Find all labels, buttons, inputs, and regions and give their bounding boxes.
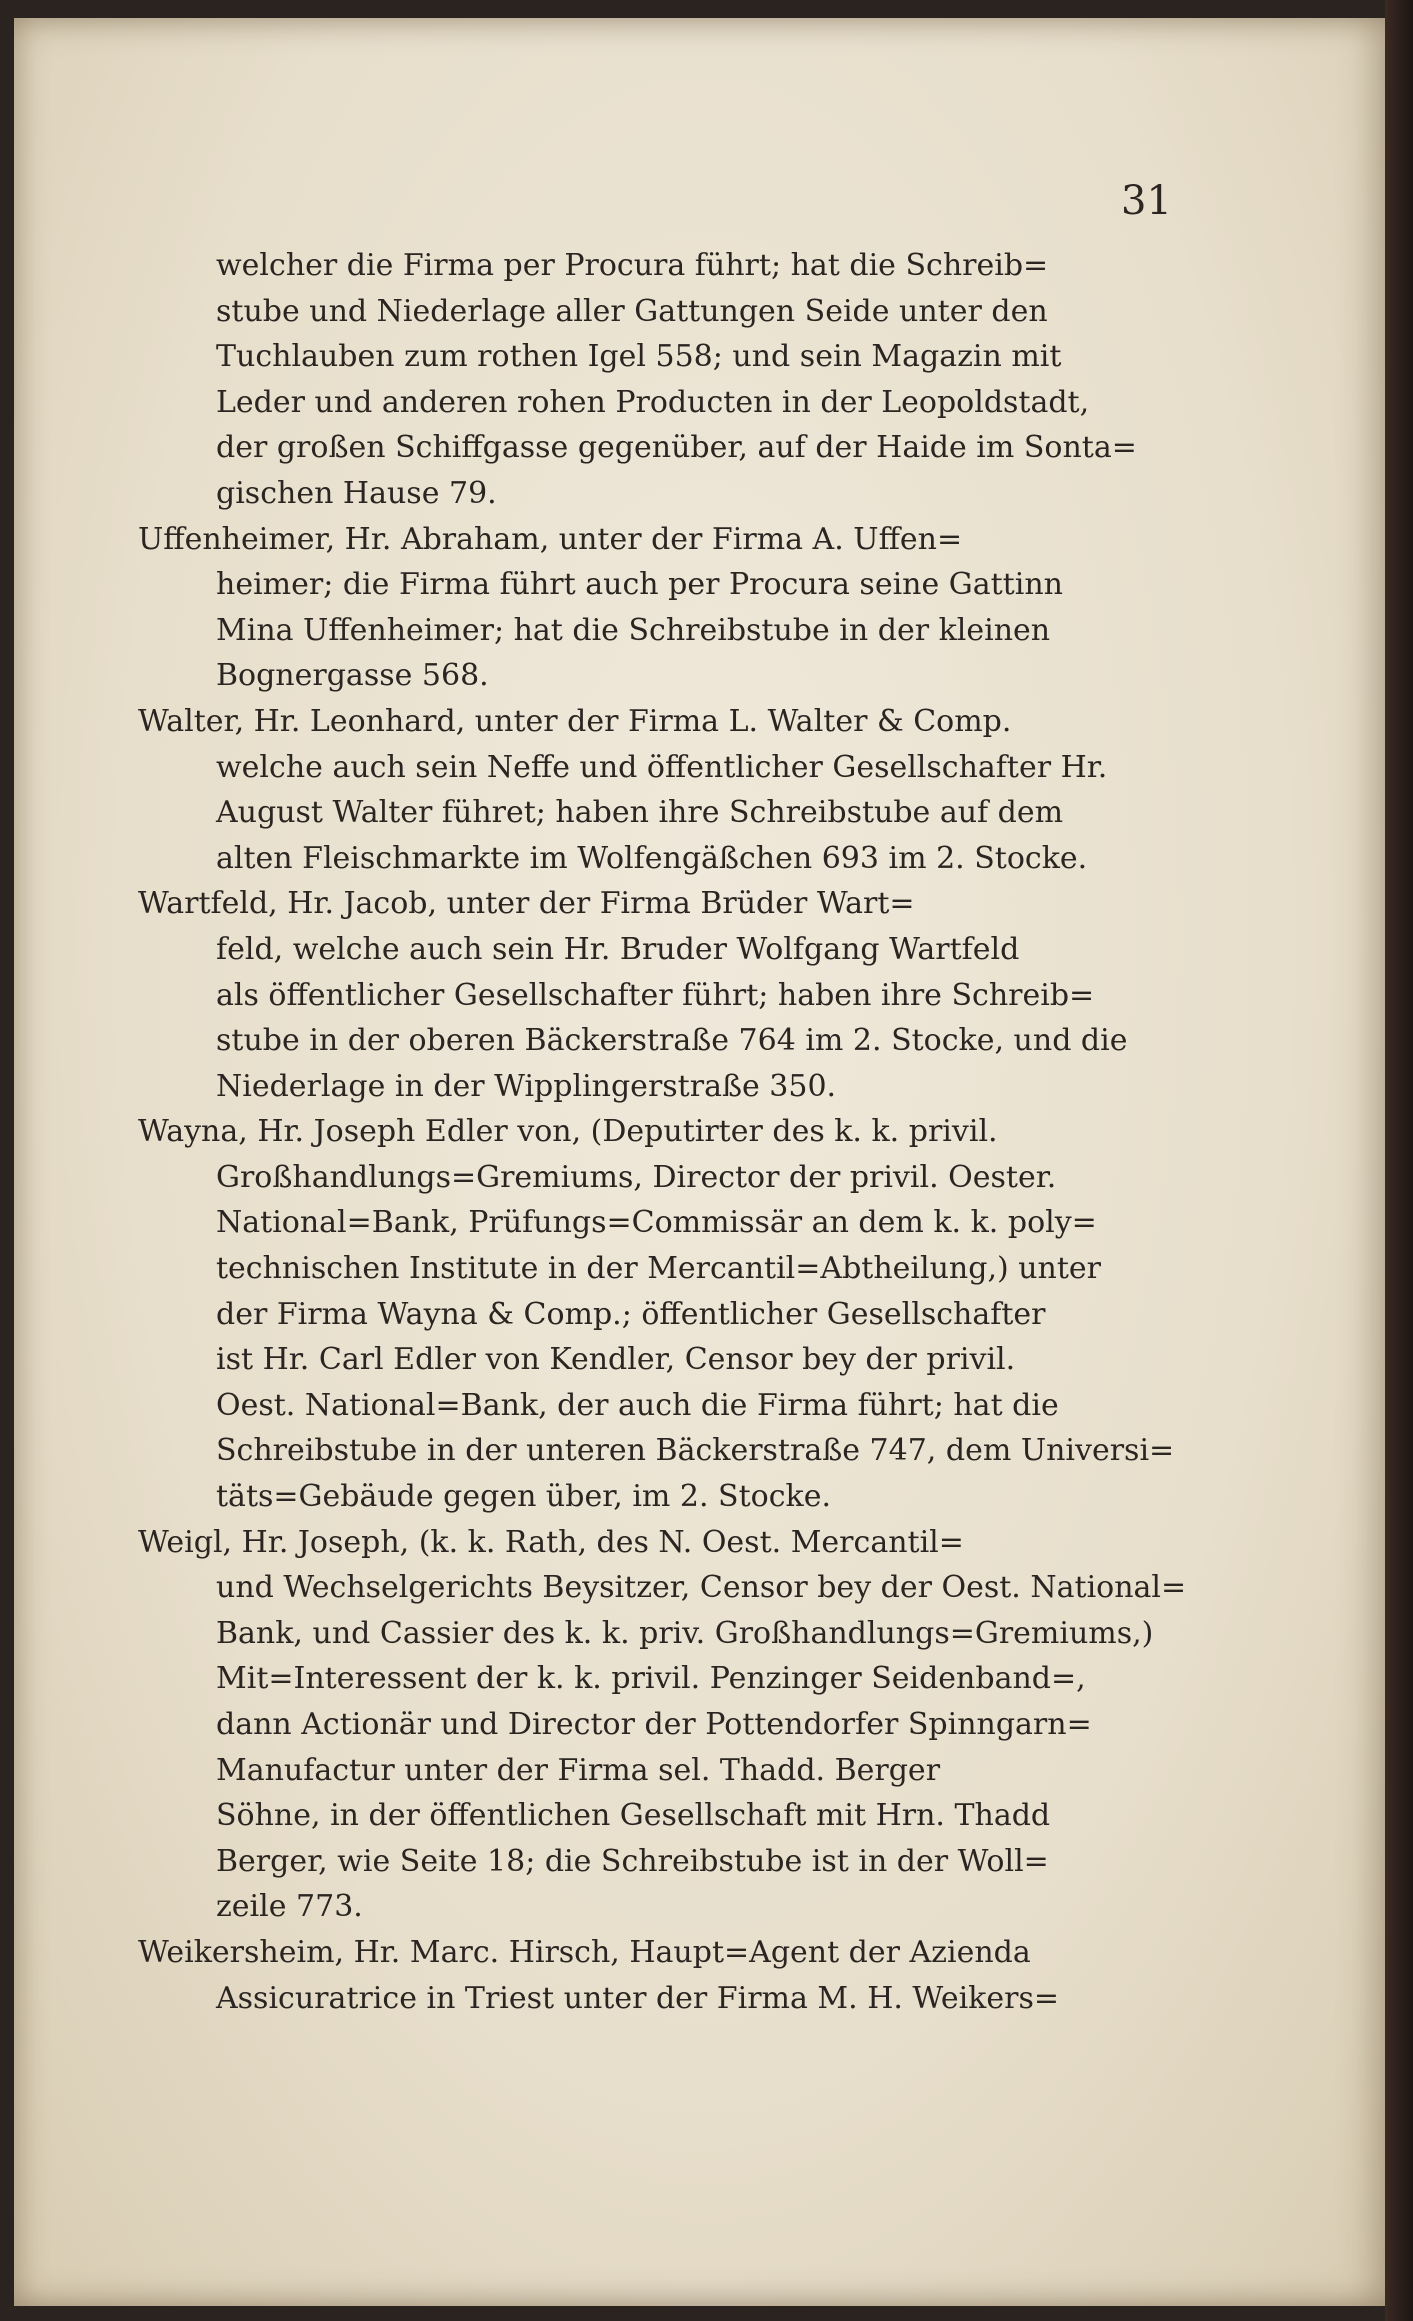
text-line: Manufactur unter der Firma sel. Thadd. Berger <box>216 1752 941 1788</box>
book-edge <box>1385 0 1413 2321</box>
text-line: Großhandlungs=Gremiums, Director der privil. Oester. <box>216 1159 1057 1195</box>
entry-heading-line: Weikersheim, Hr. Marc. Hirsch, Haupt=Agent der Azienda <box>138 1934 1031 1970</box>
text-line: Assicuratrice in Triest unter der Firma M. H. Weikers= <box>216 1980 1059 2016</box>
entry-uffenheimer <box>138 517 1178 699</box>
text-line: zeile 773. <box>216 1889 363 1925</box>
text-line: Bognergasse 568. <box>216 658 489 694</box>
text-line: heimer; die Firma führt auch per Procura seine Gattinn <box>216 567 1063 603</box>
text-line: Berger, wie Seite 18; die Schreibstube ist in der Woll= <box>216 1843 1049 1879</box>
text-line: stube und Niederlage aller Gattungen Seide unter den <box>216 293 1048 329</box>
text-line: Oest. National=Bank, der auch die Firma führt; hat die <box>216 1387 1059 1423</box>
text-line: Schreibstube in der unteren Bäckerstraße 747, dem Universi= <box>216 1433 1175 1469</box>
text-line: August Walter führet; haben ihre Schreibstube auf dem <box>216 795 1064 831</box>
entry-heading-line: Weigl, Hr. Joseph, (k. k. Rath, des N. Oest. Mercantil= <box>138 1524 964 1560</box>
text-line: feld, welche auch sein Hr. Bruder Wolfgang Wartfeld <box>216 931 1020 967</box>
entry-heading-line: Wayna, Hr. Joseph Edler von, (Deputirter des k. k. privil. <box>138 1114 998 1150</box>
text-line: täts=Gebäude gegen über, im 2. Stocke. <box>216 1479 831 1515</box>
text-line: ist Hr. Carl Edler von Kendler, Censor bey der privil. <box>216 1342 1016 1378</box>
text-line: als öffentlicher Gesellschafter führt; haben ihre Schreib= <box>216 977 1095 1013</box>
text-line: alten Fleischmarkte im Wolfengäßchen 693 im 2. Stocke. <box>216 840 1088 876</box>
text-line: Tuchlauben zum rothen Igel 558; und sein Magazin mit <box>216 339 1062 375</box>
entry-weikersheim <box>138 1930 1178 2021</box>
text-line: Niederlage in der Wipplingerstraße 350. <box>216 1068 837 1104</box>
entry-walter <box>138 699 1178 881</box>
entry-weigl <box>138 1520 1187 1930</box>
intro-paragraph <box>138 243 1178 517</box>
entry-heading-line: Uffenheimer, Hr. Abraham, unter der Firma A. Uffen= <box>138 521 963 557</box>
text-line: National=Bank, Prüfungs=Commissär an dem k. k. poly= <box>216 1205 1097 1241</box>
text-line: Leder und anderen rohen Producten in der Leopoldstadt, <box>216 384 1090 420</box>
text-line: und Wechselgerichts Beysitzer, Censor bey der Oest. National= <box>216 1570 1187 1606</box>
entry-wayna <box>138 1109 1178 1519</box>
text-line: gischen Hause 79. <box>216 475 497 511</box>
text-line: der Firma Wayna & Comp.; öffentlicher Gesellschafter <box>216 1296 1046 1332</box>
text-line: welche auch sein Neffe und öffentlicher Gesellschafter Hr. <box>216 749 1108 785</box>
text-line: der großen Schiffgasse gegenüber, auf der Haide im Sonta= <box>216 430 1137 466</box>
text-line: stube in der oberen Bäckerstraße 764 im 2. Stocke, und die <box>216 1023 1128 1059</box>
entry-heading-line: Wartfeld, Hr. Jacob, unter der Firma Brüder Wart= <box>138 886 915 922</box>
entry-heading-line: Walter, Hr. Leonhard, unter der Firma L. Walter & Comp. <box>138 703 1012 739</box>
page-number: 31 <box>1121 178 1172 224</box>
text-line: Mina Uffenheimer; hat die Schreibstube in der kleinen <box>216 612 1051 648</box>
page-text <box>138 243 1187 2021</box>
text-line: Bank, und Cassier des k. k. priv. Großhandlungs=Gremiums,) <box>216 1615 1154 1651</box>
text-line: dann Actionär und Director der Pottendorfer Spinngarn= <box>216 1707 1092 1742</box>
text-line: technischen Institute in der Mercantil=Abtheilung,) unter <box>216 1251 1102 1287</box>
entry-wartfeld <box>138 881 1178 1109</box>
text-line: Mit=Interessent der k. k. privil. Penzinger Seidenband=, <box>216 1661 1086 1697</box>
text-line: Söhne, in der öffentlichen Gesellschaft mit Hrn. Thadd <box>216 1798 1051 1834</box>
text-line: welcher die Firma per Procura führt; hat die Schreib= <box>216 248 1049 283</box>
